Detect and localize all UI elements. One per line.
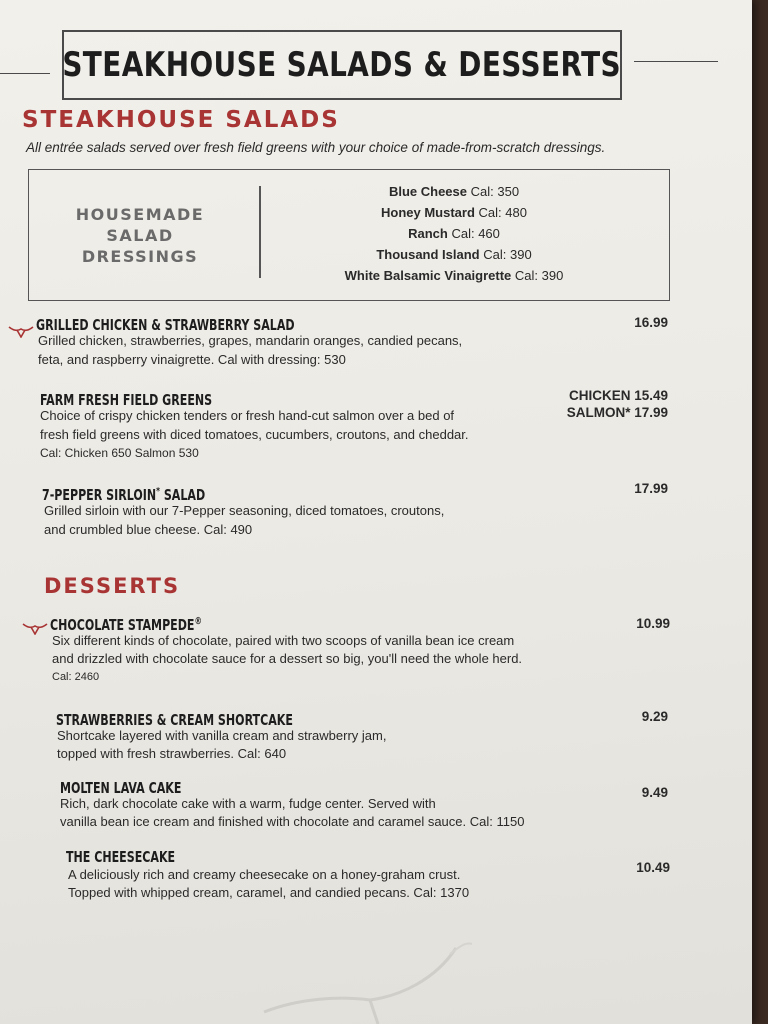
dessert-price: 9.29 <box>641 709 668 724</box>
longhorn-icon <box>22 619 48 635</box>
salad-desc-line: Grilled sirloin with our 7-Pepper seasoning, diced tomatoes, croutons, <box>44 503 445 518</box>
dessert-desc-line: topped with fresh strawberries. Cal: 640 <box>57 746 287 761</box>
dressing-name: White Balsamic Vinaigrette <box>344 268 512 283</box>
dessert-desc-line: A deliciously rich and creamy cheesecake on a honey-graham crust. <box>68 867 461 882</box>
menu-title: STEAKHOUSE SALADS & DESSERTS <box>62 45 622 85</box>
salad-name-suffix: SALAD <box>159 486 206 504</box>
dressing-cal: Cal: 460 <box>451 226 500 241</box>
salad-desc <box>38 331 462 369</box>
dressing-name: Ranch <box>408 226 448 241</box>
salad-name: FARM FRESH FIELD GREENS <box>40 391 213 409</box>
dressing-cal: Cal: 390 <box>514 268 564 283</box>
salads-intro: All entrée salads served over fresh field greens with your choice of made-from-scratch dressings. <box>26 140 606 155</box>
dressing-item <box>269 202 639 223</box>
dressing-item <box>269 265 639 286</box>
salad-name-text: 7-PEPPER SIRLOIN <box>42 486 157 504</box>
dessert-desc-line: Topped with whipped cream, caramel, and candied pecans. Cal: 1370 <box>68 885 470 900</box>
salad-name-symbol: * <box>156 486 160 497</box>
dressing-cal: Cal: 350 <box>470 184 520 199</box>
header-rule-right <box>634 61 718 62</box>
dessert-desc <box>68 866 469 902</box>
salads-heading: STEAKHOUSE SALADS <box>22 107 340 133</box>
dressing-item <box>269 244 639 265</box>
dressing-cal: Cal: 480 <box>478 205 527 220</box>
desserts-heading: DESSERTS <box>44 574 181 598</box>
dressings-divider <box>259 186 261 278</box>
salad-name: GRILLED CHICKEN & STRAWBERRY SALAD <box>36 316 295 334</box>
dressings-list <box>269 181 639 286</box>
dressing-cal: Cal: 390 <box>483 247 532 262</box>
salad-price-chicken: CHICKEN 15.49 <box>568 388 668 403</box>
dessert-desc-line: Cal: 2460 <box>52 671 100 683</box>
salad-desc-line: Cal: Chicken 650 Salmon 530 <box>40 446 199 460</box>
dessert-name-symbol: ® <box>194 616 202 627</box>
salad-desc-line: and crumbled blue cheese. Cal: 490 <box>44 522 253 537</box>
dessert-desc-line: Shortcake layered with vanilla cream and strawberry jam, <box>57 728 387 743</box>
salad-desc <box>44 501 444 539</box>
salad-desc-line: fresh field greens with diced tomatoes, cucumbers, croutons, and cheddar. <box>40 427 469 442</box>
dressing-name: Thousand Island <box>376 247 480 262</box>
dressing-name: Blue Cheese <box>388 184 467 199</box>
dessert-name: MOLTEN LAVA CAKE <box>60 779 182 797</box>
dessert-desc-line: and drizzled with chocolate sauce for a dessert so big, you'll need the whole herd. <box>52 651 523 666</box>
salad-price: 16.99 <box>634 315 668 330</box>
dessert-desc <box>57 727 386 763</box>
dressings-label-line: HOUSEMADE <box>75 205 205 224</box>
salad-desc-line: Grilled chicken, strawberries, grapes, mandarin oranges, candied pecans, <box>38 333 463 348</box>
salad-desc-line: feta, and raspberry vinaigrette. Cal with dressing: 530 <box>38 352 346 367</box>
dessert-price: 10.49 <box>636 860 670 875</box>
dressing-name: Honey Mustard <box>381 205 475 220</box>
dessert-desc-line: Six different kinds of chocolate, paired with two scoops of vanilla bean ice cream <box>52 633 515 648</box>
dressings-box <box>28 169 670 301</box>
menu-title-box <box>62 30 622 100</box>
dressings-label <box>29 204 251 267</box>
dessert-name: STRAWBERRIES & CREAM SHORTCAKE <box>56 711 293 729</box>
dessert-name: THE CHEESECAKE <box>66 848 176 866</box>
dessert-price: 10.99 <box>636 616 670 631</box>
dressings-label-line: SALAD <box>106 226 174 245</box>
dressing-item <box>269 181 639 202</box>
dessert-desc <box>52 632 522 686</box>
longhorn-logo-icon <box>260 940 480 1024</box>
salad-price <box>567 387 668 421</box>
header-rule-left <box>0 73 50 74</box>
dessert-desc <box>60 795 524 831</box>
dessert-name-text: CHOCOLATE STAMPEDE <box>50 616 195 634</box>
salad-price-salmon: SALMON* 17.99 <box>566 405 668 420</box>
salad-desc <box>40 406 469 463</box>
salad-desc-line: Choice of crispy chicken tenders or fresh hand-cut salmon over a bed of <box>40 408 455 423</box>
salad-price: 17.99 <box>634 481 668 496</box>
dessert-desc-line: vanilla bean ice cream and finished with chocolate and caramel sauce. Cal: 1150 <box>60 814 525 829</box>
dessert-desc-line: Rich, dark chocolate cake with a warm, fudge center. Served with <box>60 796 436 811</box>
dressing-item <box>269 223 639 244</box>
longhorn-icon <box>8 322 34 338</box>
dessert-price: 9.49 <box>641 785 668 800</box>
dressings-label-line: DRESSINGS <box>81 247 199 266</box>
